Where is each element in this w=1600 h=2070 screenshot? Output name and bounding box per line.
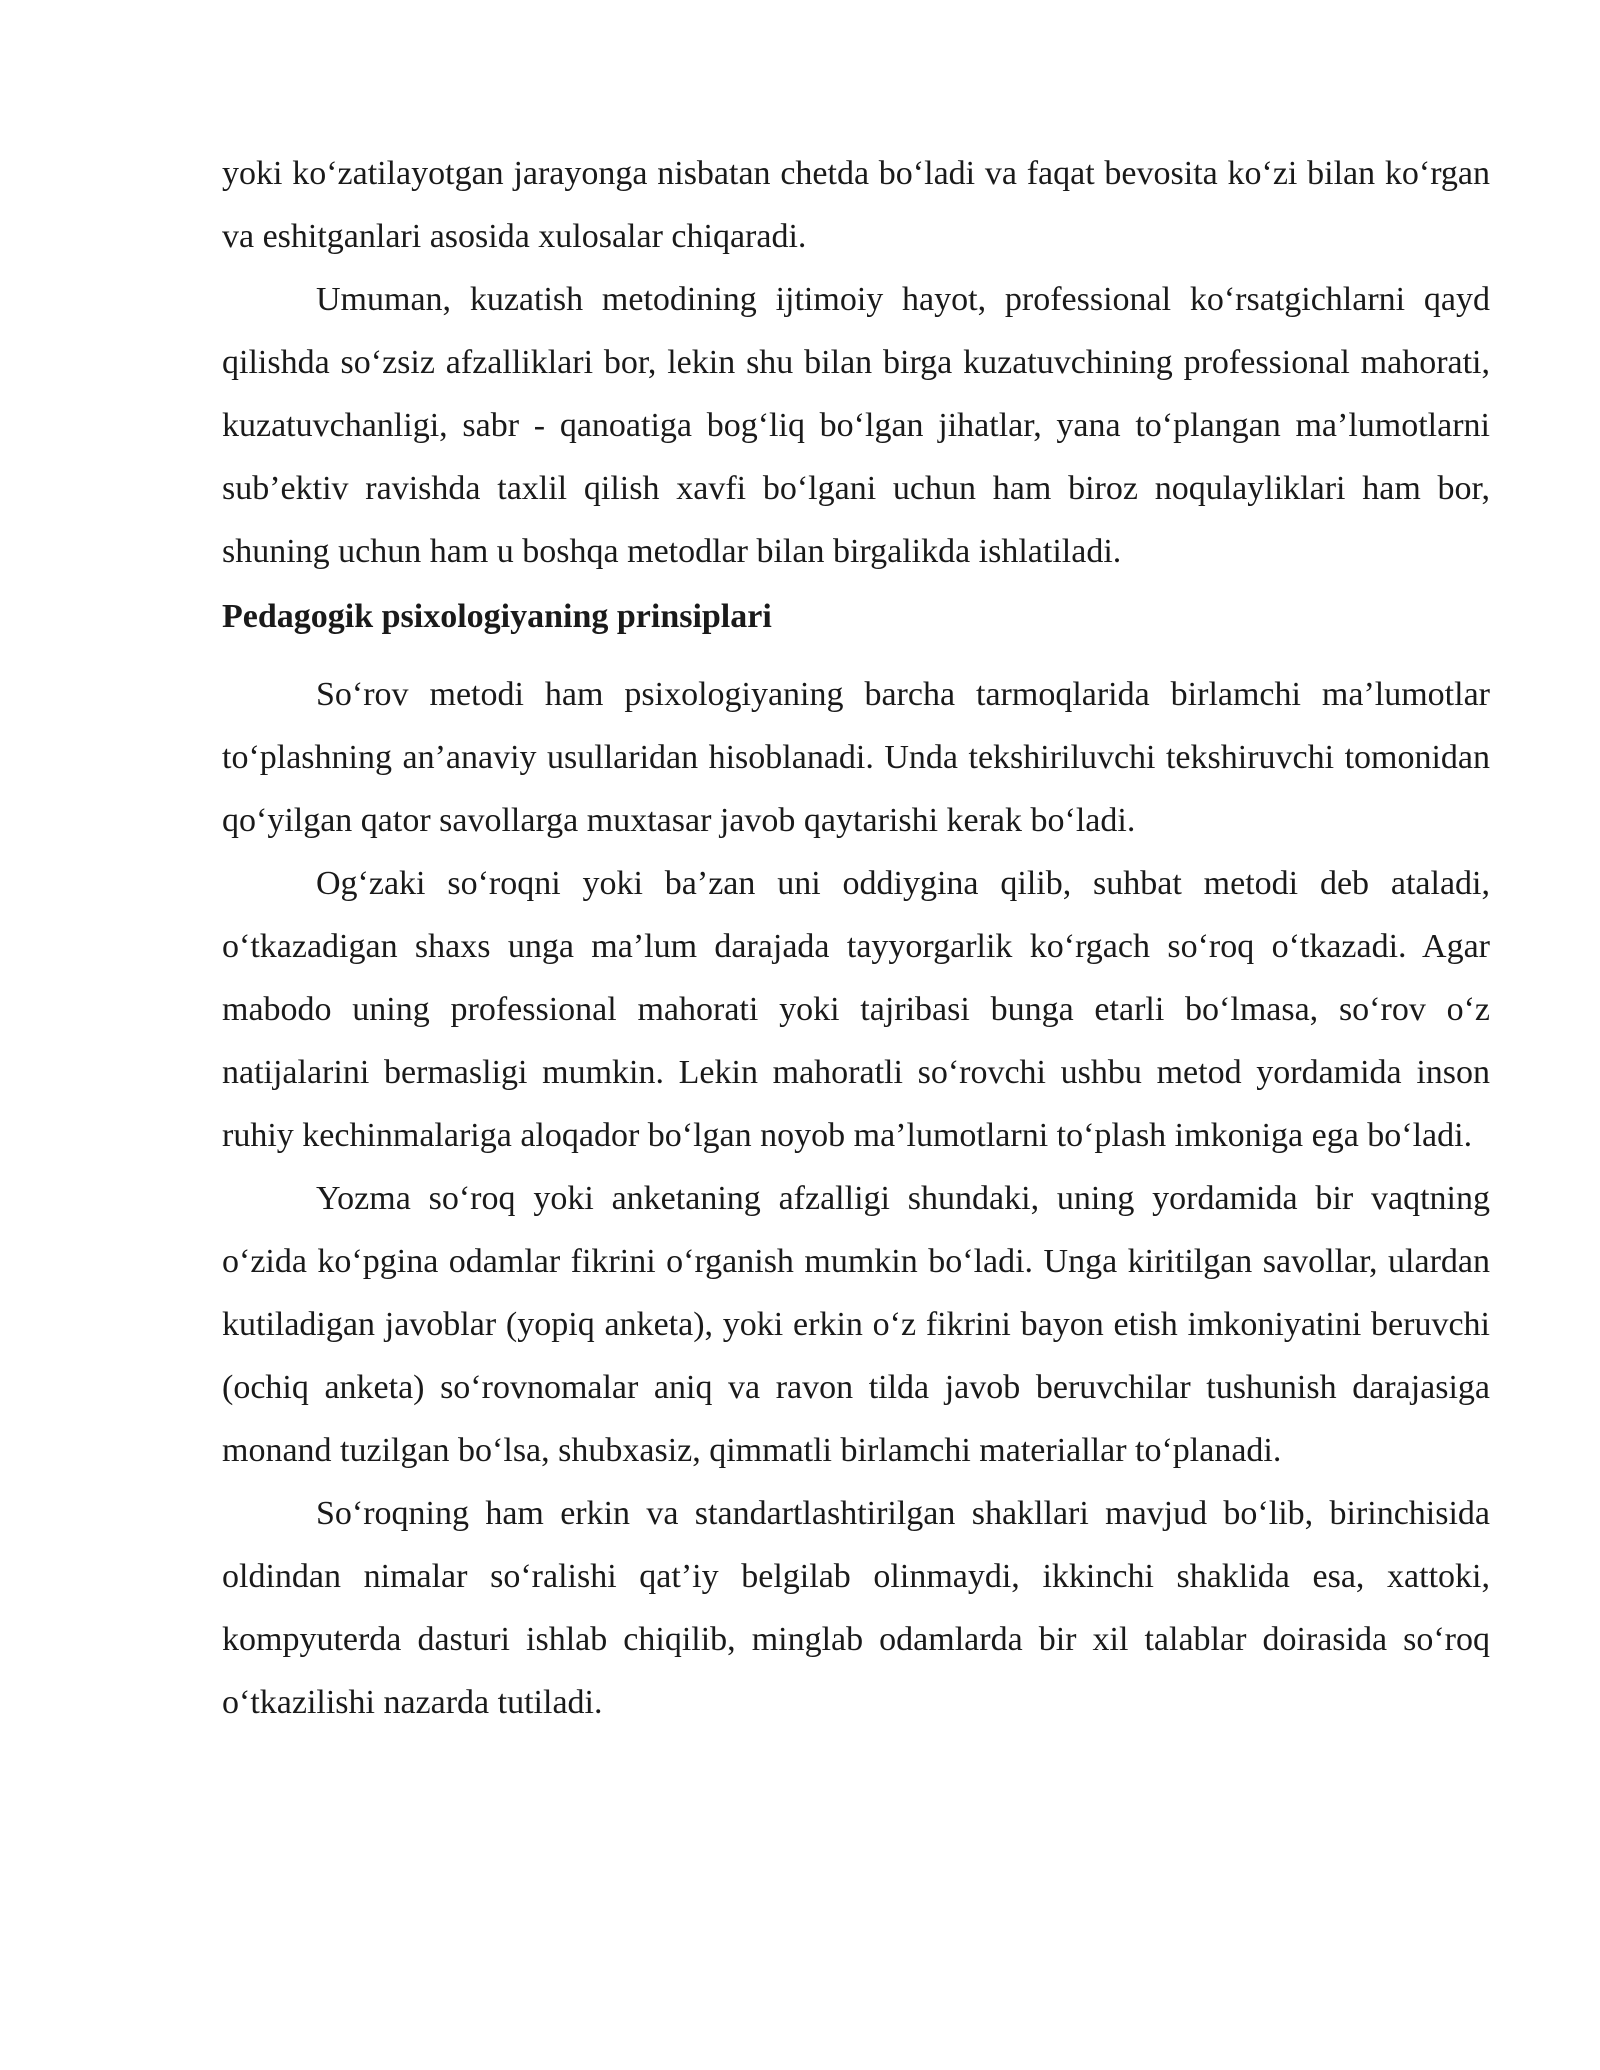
paragraph-survey-method: So‘rov metodi ham psixologiyaning barcha tarmoqlarida birlamchi ma’lumotlar to‘plashning an’anaviy usullaridan hisoblanadi. Unda tekshiriluvchi tekshiruvchi tomonidan qo‘yilgan qator savollarga muxtasar javob qaytarishi kerak bo‘ladi. [222, 676, 1490, 839]
paragraph-written-survey: Yozma so‘roq yoki anketaning afzalligi shundaki, uning yordamida bir vaqtning o‘zida ko‘pgina odamlar fikrini o‘rganish mumkin bo‘ladi. Unga kiritilgan savollar, ulardan kutiladigan javoblar (yopiq anketa), yoki erkin o‘z fikrini bayon etish imkoniyatini beruvchi (ochiq anketa) so‘rovnomalar aniq va ravon tilda javob beruvchilar tushunish darajasiga monand tuzilgan bo‘lsa, shubxasiz, qimmatli birlamchi materiallar to‘planadi. [222, 1180, 1490, 1469]
document-page [222, 142, 1490, 1734]
section-heading: Pedagogik psixologiyaning prinsiplari [222, 598, 772, 635]
paragraph-continuation: yoki ko‘zatilayotgan jarayonga nisbatan chetda bo‘ladi va faqat bevosita ko‘zi bilan ko‘rgan va eshitganlari asosida xulosalar chiqaradi. [222, 155, 1490, 255]
paragraph-oral-survey: Og‘zaki so‘roqni yoki ba’zan uni oddiygina qilib, suhbat metodi deb ataladi, o‘tkazadigan shaxs unga ma’lum darajada tayyorgarlik ko‘rgach so‘roq o‘tkazadi. Agar mabodo uning professional mahorati yoki tajribasi bunga etarli bo‘lmasa, so‘rov o‘z natijalarini bermasligi mumkin. Lekin mahoratli so‘rovchi ushbu metod yordamida inson ruhiy kechinmalariga aloqador bo‘lgan noyob ma’lumotlarni to‘plash imkoniga ega bo‘ladi. [222, 865, 1490, 1154]
paragraph-survey-forms: So‘roqning ham erkin va standartlashtirilgan shakllari mavjud bo‘lib, birinchisida oldindan nimalar so‘ralishi qat’iy belgilab olinmaydi, ikkinchi shaklida esa, xattoki, kompyuterda dasturi ishlab chiqilib, minglab odamlarda bir xil talablar doirasida so‘roq o‘tkazilishi nazarda tutiladi. [222, 1495, 1490, 1721]
paragraph-observation-summary: Umuman, kuzatish metodining ijtimoiy hayot, professional ko‘rsatgichlarni qayd qilishda so‘zsiz afzalliklari bor, lekin shu bilan birga kuzatuvchining professional mahorati, kuzatuvchanligi, sabr - qanoatiga bog‘liq bo‘lgan jihatlar, yana to‘plangan ma’lumotlarni sub’ektiv ravishda taxlil qilish xavfi bo‘lgani uchun ham biroz noqulayliklari ham bor, shuning uchun ham u boshqa metodlar bilan birgalikda ishlatiladi. [222, 281, 1490, 570]
